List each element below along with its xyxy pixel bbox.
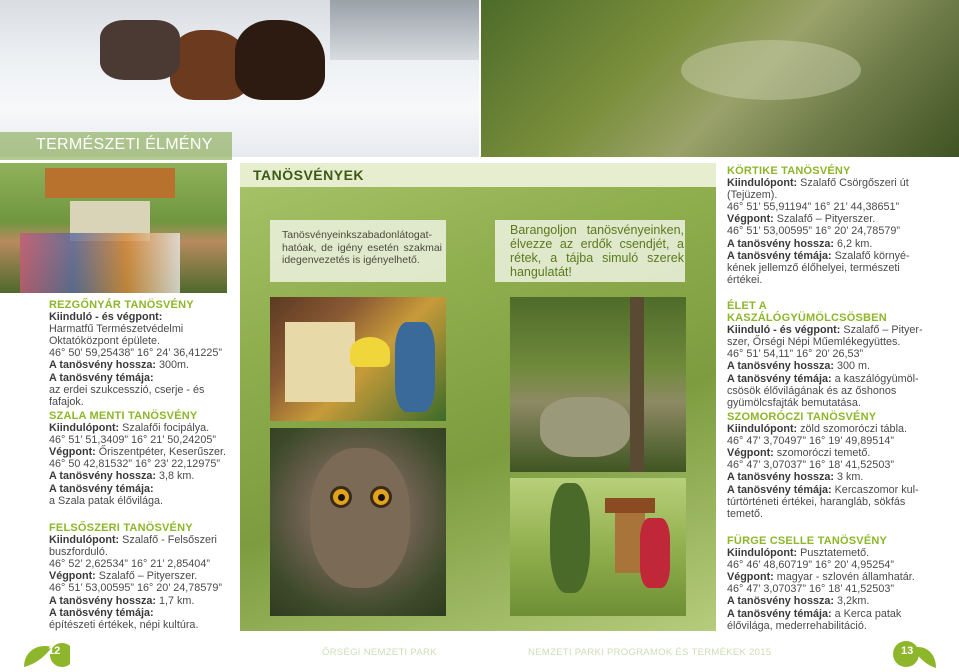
footer-left-text: ŐRSÉGI NEMZETI PARK xyxy=(322,647,437,658)
rezgonyar-section: REZGŐNYÁR TANÖSVÉNY Kiinduló - és végpont: Harmatfű Természetvédelmi Oktatóközpont épülete. 46° 50’ 59,25438” 16° 24’ 36,41225” A tanösvény hossza: 300m. A tanösvény témája: az erdei szukcesszió, cserje - és fafajok. xyxy=(49,299,239,408)
section-heading: SZOMORÓCZI TANÖSVÉNY xyxy=(727,411,877,423)
tanosvenyek-title: TANÖSVÉNYEK xyxy=(253,167,365,183)
section-heading: SZALA MENTI TANÖSVÉNY xyxy=(49,410,198,422)
forest-stream-photo xyxy=(481,0,959,157)
owl-photo xyxy=(270,428,446,616)
right-leaf-icon xyxy=(890,640,938,670)
children-at-info-board-photo xyxy=(0,163,227,293)
furge-cselle-section: FÜRGE CSELLE TANÖSVÉNY Kiindulópont: Pusztatemető. 46° 46’ 48,60719” 16° 20’ 4,95254” Végpont: magyar - szlovén államhatár. 46° 47’ 3,07037” 16° 18’ 41,52503” A tanösvény hossza: 3,2km. A tanösvény témája: a Kerca patak élővilága, mederrehabilitáció. xyxy=(727,535,927,632)
section-heading: REZGŐNYÁR TANÖSVÉNY xyxy=(49,299,194,311)
left-page-number: 12 xyxy=(48,645,61,657)
intro-text: Tanösvényeinkszabadonlátogat-hatóak, de igény esetén szakmai idegenvezetés is igényelhető. xyxy=(282,229,442,267)
kids-at-board-photo xyxy=(270,297,446,421)
szala-menti-section: SZALA MENTI TANÖSVÉNY Kiindulópont: Szalafői focipálya. 46° 51’ 51,3409” 16° 21’ 50,24205” Végpont: Őriszentpéter, Keserűszer. 46° 50 42,81532” 16° 23’ 22,12975” A tanösvény hossza: 3,8 km. A tanösvény témája: a Szala patak élővilága. xyxy=(49,410,239,507)
section-heading: ÉLET A KASZÁLÓGYÜMÖLCSÖSBEN xyxy=(727,300,887,325)
left-leaf-icon xyxy=(22,641,70,669)
szomoroczi-section: SZOMORÓCZI TANÖSVÉNY Kiindulópont: zöld szomoróczi tábla. 46° 47’ 3,70497” 16° 19’ 49,89514” Végpont: szomoróczi temető. 46° 47’ 3,07037” 16° 18’ 41,52503” A tanösvény hossza: 3 km. A tanösvény témája: Kercaszomor kul- túrtörténeti értékei, harangláb, sökfás temető. xyxy=(727,411,927,520)
kaszalogyumolcsos-section: ÉLET A KASZÁLÓGYÜMÖLCSÖSBEN Kiinduló - és végpont: Szalafő – Pityer- szer, Őrségi Népi Műemlékegyüttes. 46° 51’ 54,11” 16° 20’ 26,53” A tanösvény hossza: 300 m. A tanösvény témája: a kaszálógyümöl- csösök élővilágának és az őshonos gyümölcsfajták bemutatása. xyxy=(727,300,927,409)
section-heading: FELSŐSZERI TANÖSVÉNY xyxy=(49,522,193,534)
lookout-hut-photo xyxy=(510,478,686,616)
felsoszeri-section: FELSŐSZERI TANÖSVÉNY Kiindulópont: Szalafő - Felsőszeri buszforduló. 46° 52’ 2,62534” 16° 21’ 2,85404” Végpont: Szalafő – Pityerszer. 46° 51’ 53,00595” 16° 20’ 24,78579” A tanösvény hossza: 1,7 km. A tanösvény témája: építészeti értékek, népi kultúra. xyxy=(49,522,239,631)
section-heading: FÜRGE CSELLE TANÖSVÉNY xyxy=(727,535,888,547)
creek-photo xyxy=(510,297,686,472)
section-heading: KÖRTIKE TANÖSVÉNY xyxy=(727,165,851,177)
invite-text: Barangoljon tanösvényeinken, élvezze az erdők csendjét, a rétek, a tájba simuló szerek hangulatát! xyxy=(510,223,684,279)
footer-right-text: NEMZETI PARKI PROGRAMOK ÉS TERMÉKEK 2015 xyxy=(528,647,772,658)
kortike-section: KÖRTIKE TANÖSVÉNY Kiindulópont: Szalafő Csörgőszeri út (Tejüzem). 46° 51’ 55,91194” 16° 21’ 44,38651” Végpont: Szalafő – Pityerszer. 46° 51’ 53,00595” 16° 20’ 24,78579” A tanösvény hossza: 6,2 km. A tanösvény témája: Szalafő környé- kének jellemző élőhelyei, természeti értékei. xyxy=(727,165,927,286)
right-page-number: 13 xyxy=(901,645,914,657)
section-title: TERMÉSZETI ÉLMÉNY xyxy=(36,136,213,153)
